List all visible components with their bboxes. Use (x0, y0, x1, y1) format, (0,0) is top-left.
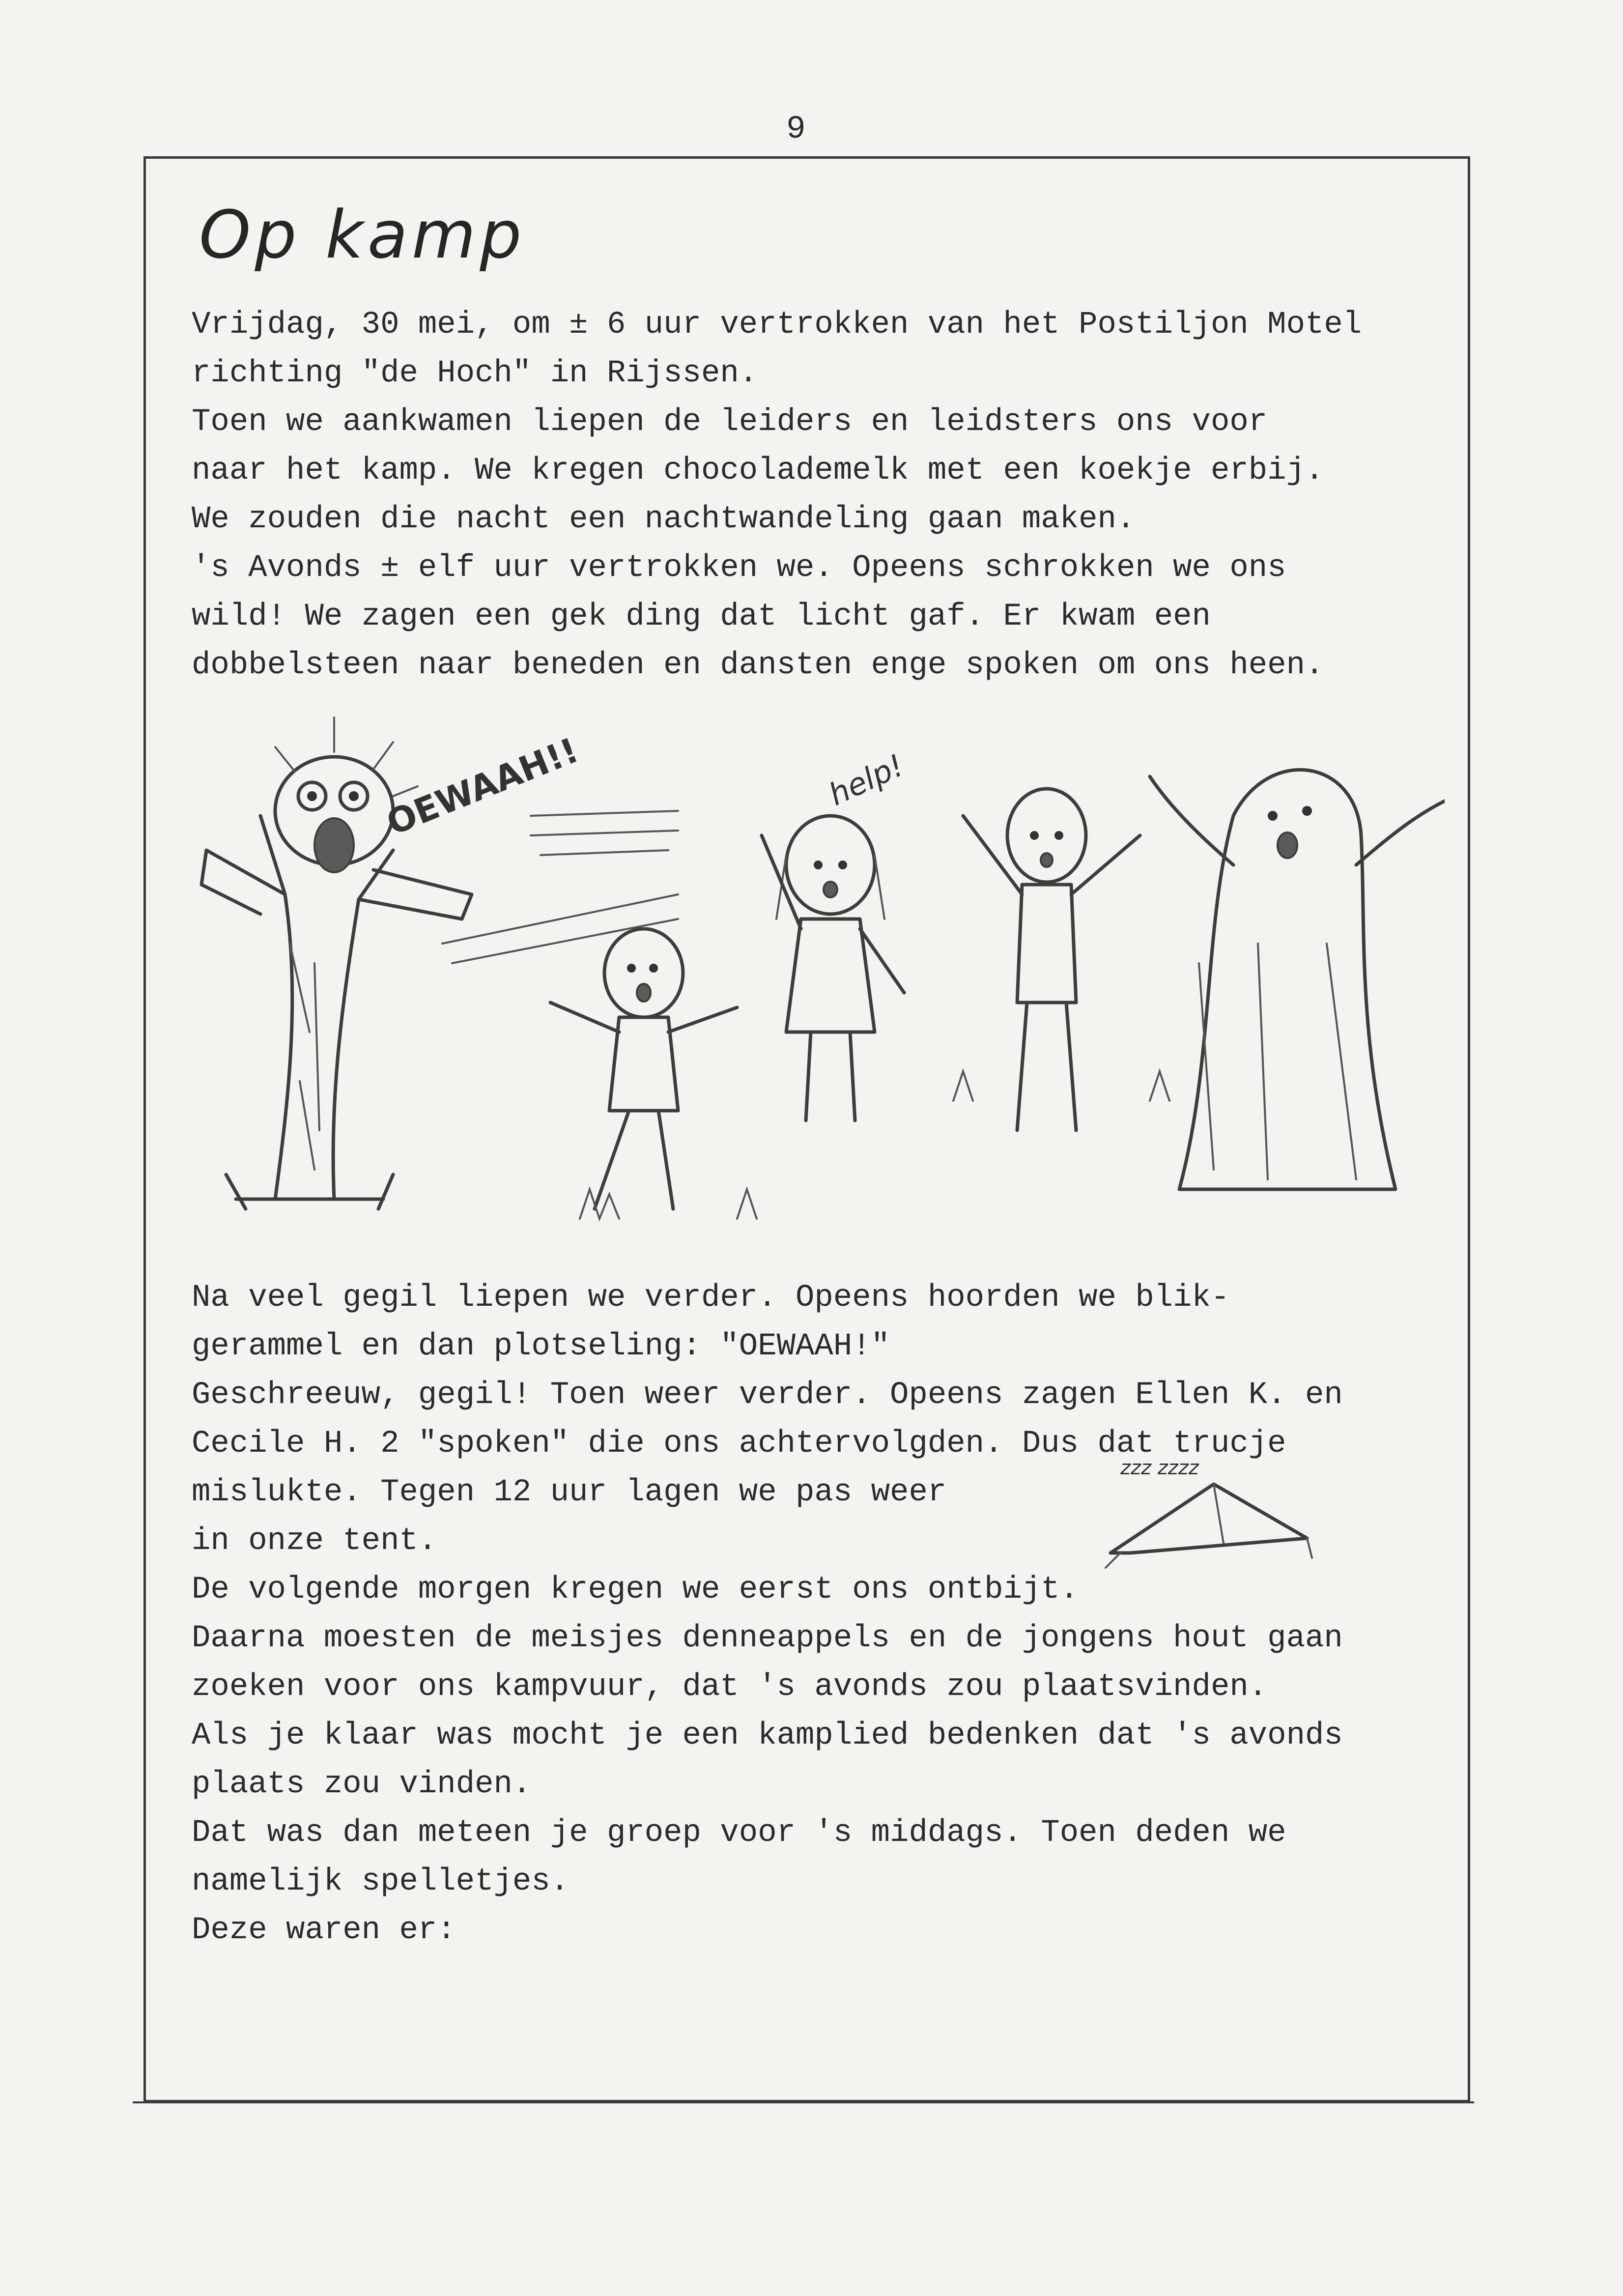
text-line: Als je klaar was mocht je een kamplied bedenken dat 's avonds (192, 1718, 1343, 1753)
text-line: richting "de Hoch" in Rijssen. (192, 356, 758, 391)
ghost-drawing (1150, 770, 1445, 1189)
frame-bottom-rule (133, 2101, 1474, 2103)
text-line: Cecile H. 2 "spoken" die ons achtervolgden. Dus dat trucje (192, 1426, 1286, 1462)
text-line: 's Avonds ± elf uur vertrokken we. Opeens schrokken we ons (192, 550, 1286, 586)
text-line: Vrijdag, 30 mei, om ± 6 uur vertrokken van het Postiljon Motel (192, 307, 1362, 343)
text-line: Daarna moesten de meisjes denneappels en de jongens hout gaan (192, 1621, 1343, 1656)
text-line: naar het kamp. We kregen chocolademelk met een koekje erbij. (192, 453, 1324, 488)
camp-ghost-illustration (187, 688, 1445, 1258)
text-line: We zouden die nacht een nachtwandeling gaan maken. (192, 502, 1136, 537)
child-walking-drawing (550, 929, 737, 1209)
paragraph-continued (192, 1274, 1440, 1955)
text-line: gerammel en dan plotseling: "OEWAAH!" (192, 1329, 890, 1364)
article-title: Op kamp (199, 197, 526, 273)
girl-screaming-drawing (762, 747, 909, 1120)
text-line: plaats zou vinden. (192, 1767, 532, 1802)
text-line: De volgende morgen kregen we eerst ons ontbijt. (192, 1572, 1079, 1607)
text-line: zoeken voor ons kampvuur, dat 's avonds zou plaatsvinden. (192, 1669, 1268, 1705)
text-line: Deze waren er: (192, 1913, 456, 1948)
child-arms-up-drawing (963, 789, 1140, 1130)
text-line: Dat was dan meteen je groep voor 's middags. Toen deden we (192, 1815, 1286, 1851)
tent-drawing (1101, 1455, 1317, 1573)
text-line: namelijk spelletjes. (192, 1864, 569, 1899)
text-line: Toen we aankwamen liepen de leiders en leidsters ons voor (192, 404, 1268, 440)
text-line: in onze tent. (192, 1523, 437, 1559)
text-line: Geschreeuw, gegil! Toen weer verder. Opeens zagen Ellen K. en (192, 1378, 1343, 1413)
text-line: dobbelsteen naar beneden en dansten enge spoken om ons heen. (192, 648, 1324, 683)
text-line: wild! We zagen een gek ding dat licht gaf. Er kwam een (192, 599, 1211, 634)
page-number: 9 (786, 111, 806, 147)
text-line: mislukte. Tegen 12 uur lagen we pas weer (192, 1475, 947, 1510)
text-line: Na veel gegil liepen we verder. Opeens hoorden we blik- (192, 1280, 1230, 1316)
paragraph-intro (192, 301, 1440, 690)
snore-text: zzz zzzz (1120, 1457, 1199, 1479)
help-text: help! (823, 747, 910, 813)
shout-text: OEWAAH!! (381, 730, 584, 843)
